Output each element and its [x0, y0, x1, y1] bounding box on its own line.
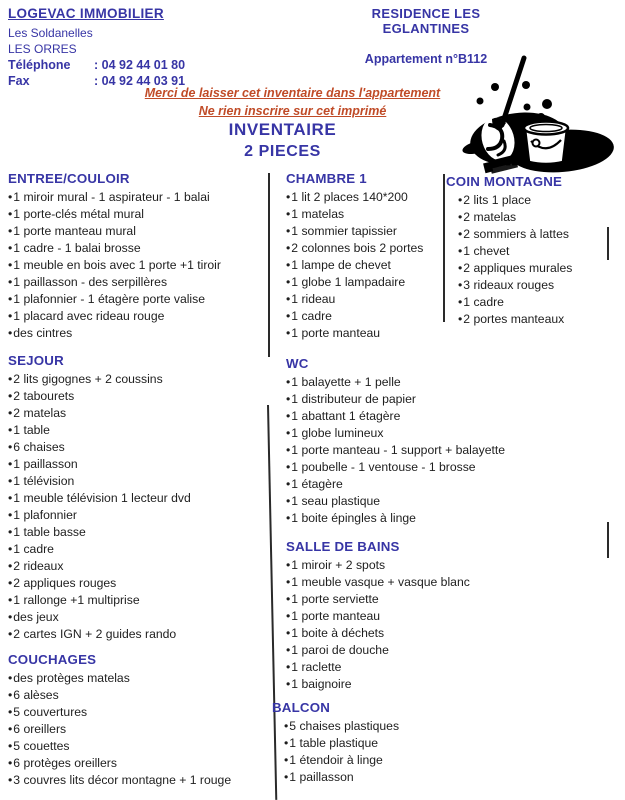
- apartment-number: Appartement n°B112: [364, 52, 488, 66]
- inventory-item: • 1 plafonnier: [8, 507, 266, 524]
- document-title: [0, 119, 565, 163]
- inventory-item: • 1 raclette: [286, 659, 586, 676]
- notice-block: [0, 84, 585, 120]
- inventory-item: • 1 lit 2 places 140*200: [286, 189, 436, 206]
- inventory-item: • 2 colonnes bois 2 portes: [286, 240, 436, 257]
- document-title-line1: INVENTAIRE: [228, 120, 337, 139]
- column-divider: [443, 174, 445, 322]
- inventory-item: • 1 distributeur de papier: [286, 391, 586, 408]
- inventory-item: • 1 baignoire: [286, 676, 586, 693]
- section-entree-couloir: [8, 171, 266, 342]
- document-title-line2: 2 PIECES: [244, 143, 321, 160]
- section-chambre-1-heading: CHAMBRE 1: [286, 171, 367, 186]
- inventory-item: • 1 table: [8, 422, 266, 439]
- page-edge-line: [607, 227, 609, 260]
- section-balcon-heading: BALCON: [272, 700, 331, 715]
- inventory-item: • 6 chaises: [8, 439, 266, 456]
- inventory-item: • 2 portes manteaux: [458, 311, 606, 328]
- inventory-item: • 5 couvertures: [8, 704, 266, 721]
- agency-name: LOGEVAC IMMOBILIER: [8, 6, 164, 21]
- fax-number: : 04 92 44 03 91: [94, 74, 186, 88]
- inventory-item: • 2 rideaux: [8, 558, 266, 575]
- inventory-item: • 1 abattant 1 étagère: [286, 408, 586, 425]
- inventory-item: • 1 globe 1 lampadaire: [286, 274, 436, 291]
- inventory-item: • 1 cadre: [286, 308, 436, 325]
- fax-label: Fax: [8, 74, 30, 88]
- inventory-item: • 1 porte manteau: [286, 325, 436, 342]
- inventory-item: • 1 placard avec rideau rouge: [8, 308, 266, 325]
- inventory-item: • 2 matelas: [8, 405, 266, 422]
- agency-address-line2: LES ORRES: [8, 42, 77, 56]
- residence-name: RESIDENCE LES EGLANTINES: [371, 6, 481, 36]
- inventory-item: • 1 porte manteau - 1 support + balayette: [286, 442, 586, 459]
- inventory-item: • 1 paillasson - des serpillères: [8, 274, 266, 291]
- phone-label: Téléphone: [8, 58, 71, 72]
- inventory-item: • 1 porte serviette: [286, 591, 586, 608]
- inventory-item: • 1 miroir mural - 1 aspirateur - 1 balai: [8, 189, 266, 206]
- inventory-item: • 1 paroi de douche: [286, 642, 586, 659]
- inventory-item: • 1 rideau: [286, 291, 436, 308]
- inventory-item: • 1 boite à déchets: [286, 625, 586, 642]
- inventory-item: • des cintres: [8, 325, 266, 342]
- inventory-item: • 1 plafonnier - 1 étagère porte valise: [8, 291, 266, 308]
- inventory-item: • 1 matelas: [286, 206, 436, 223]
- section-salle-de-bains-heading: SALLE DE BAINS: [286, 539, 400, 554]
- inventory-item: • 1 poubelle - 1 ventouse - 1 brosse: [286, 459, 586, 476]
- section-coin-montagne-heading: COIN MONTAGNE: [446, 174, 563, 189]
- section-balcon-items: [272, 718, 572, 786]
- inventory-item: • 1 porte-clés métal mural: [8, 206, 266, 223]
- inventory-item: • 1 sommier tapissier: [286, 223, 436, 240]
- inventory-item: • 1 boite épingles à linge: [286, 510, 586, 527]
- inventory-item: • 2 matelas: [458, 209, 606, 226]
- inventory-item: • 1 chevet: [458, 243, 606, 260]
- inventory-item: • 1 miroir + 2 spots: [286, 557, 586, 574]
- section-couchages: [8, 652, 266, 789]
- phone-row: [8, 57, 268, 73]
- inventory-item: • 1 rallonge +1 multiprise: [8, 592, 266, 609]
- section-wc-heading: WC: [286, 356, 309, 371]
- inventory-item: • 1 meuble en bois avec 1 porte +1 tiroir: [8, 257, 266, 274]
- section-balcon: [272, 700, 572, 786]
- inventory-item: • 6 alèses: [8, 687, 266, 704]
- inventory-item: • 1 lampe de chevet: [286, 257, 436, 274]
- inventory-item: • 1 globe lumineux: [286, 425, 586, 442]
- inventory-item: • 1 porte manteau: [286, 608, 586, 625]
- section-coin-montagne: [446, 174, 606, 328]
- inventory-item: • 1 paillasson: [8, 456, 266, 473]
- inventory-item: • 1 paillasson: [284, 769, 572, 786]
- section-coin-montagne-items: [446, 192, 606, 328]
- agency-address-line1: Les Soldanelles: [8, 26, 93, 40]
- section-wc-items: [286, 374, 586, 527]
- phone-number: : 04 92 44 01 80: [94, 58, 186, 72]
- inventory-item: • 2 appliques rouges: [8, 575, 266, 592]
- section-chambre-1: [286, 171, 436, 342]
- inventory-item: • 1 seau plastique: [286, 493, 586, 510]
- inventory-item: • 1 balayette + 1 pelle: [286, 374, 586, 391]
- notice-line-2: Ne rien inscrire sur cet imprimé: [198, 104, 387, 118]
- inventory-item: • 1 étagère: [286, 476, 586, 493]
- section-couchages-heading: COUCHAGES: [8, 652, 97, 667]
- inventory-item: • 5 couettes: [8, 738, 266, 755]
- inventory-item: • 1 meuble vasque + vasque blanc: [286, 574, 586, 591]
- inventory-item: • 1 porte manteau mural: [8, 223, 266, 240]
- inventory-item: • 1 table plastique: [284, 735, 572, 752]
- inventory-item: • 2 lits gigognes + 2 coussins: [8, 371, 266, 388]
- inventory-item: • 2 sommiers à lattes: [458, 226, 606, 243]
- inventory-item: • des protèges matelas: [8, 670, 266, 687]
- inventory-item: • 3 couvres lits décor montagne + 1 rouge: [8, 772, 266, 789]
- inventory-item: • 2 appliques murales: [458, 260, 606, 277]
- section-sejour: [8, 353, 266, 643]
- inventory-item: • 1 table basse: [8, 524, 266, 541]
- section-entree-couloir-items: [8, 189, 266, 342]
- inventory-item: • des jeux: [8, 609, 266, 626]
- inventory-item: • 2 cartes IGN + 2 guides rando: [8, 626, 266, 643]
- section-sejour-items: [8, 371, 266, 643]
- inventory-item: • 3 rideaux rouges: [458, 277, 606, 294]
- inventory-item: • 1 cadre - 1 balai brosse: [8, 240, 266, 257]
- inventory-item: • 2 lits 1 place: [458, 192, 606, 209]
- section-sejour-heading: SEJOUR: [8, 353, 64, 368]
- column-divider: [268, 173, 270, 357]
- page-edge-line: [607, 522, 609, 558]
- section-entree-couloir-heading: ENTREE/COULOIR: [8, 171, 130, 186]
- inventory-item: • 2 tabourets: [8, 388, 266, 405]
- agency-info-block: [8, 6, 268, 89]
- inventory-item: • 1 étendoir à linge: [284, 752, 572, 769]
- inventory-item: • 6 protèges oreillers: [8, 755, 266, 772]
- inventory-item: • 1 cadre: [8, 541, 266, 558]
- inventory-item: • 1 cadre: [458, 294, 606, 311]
- section-salle-de-bains-items: [286, 557, 586, 693]
- section-salle-de-bains: [286, 539, 586, 693]
- inventory-item: • 1 meuble télévision 1 lecteur dvd: [8, 490, 266, 507]
- section-couchages-items: [8, 670, 266, 789]
- inventory-item: • 6 oreillers: [8, 721, 266, 738]
- inventory-item: • 1 télévision: [8, 473, 266, 490]
- section-chambre-1-items: [286, 189, 436, 342]
- inventory-item: • 5 chaises plastiques: [284, 718, 572, 735]
- notice-line-1: Merci de laisser cet inventaire dans l'appartement: [144, 86, 441, 100]
- section-wc: [286, 356, 586, 527]
